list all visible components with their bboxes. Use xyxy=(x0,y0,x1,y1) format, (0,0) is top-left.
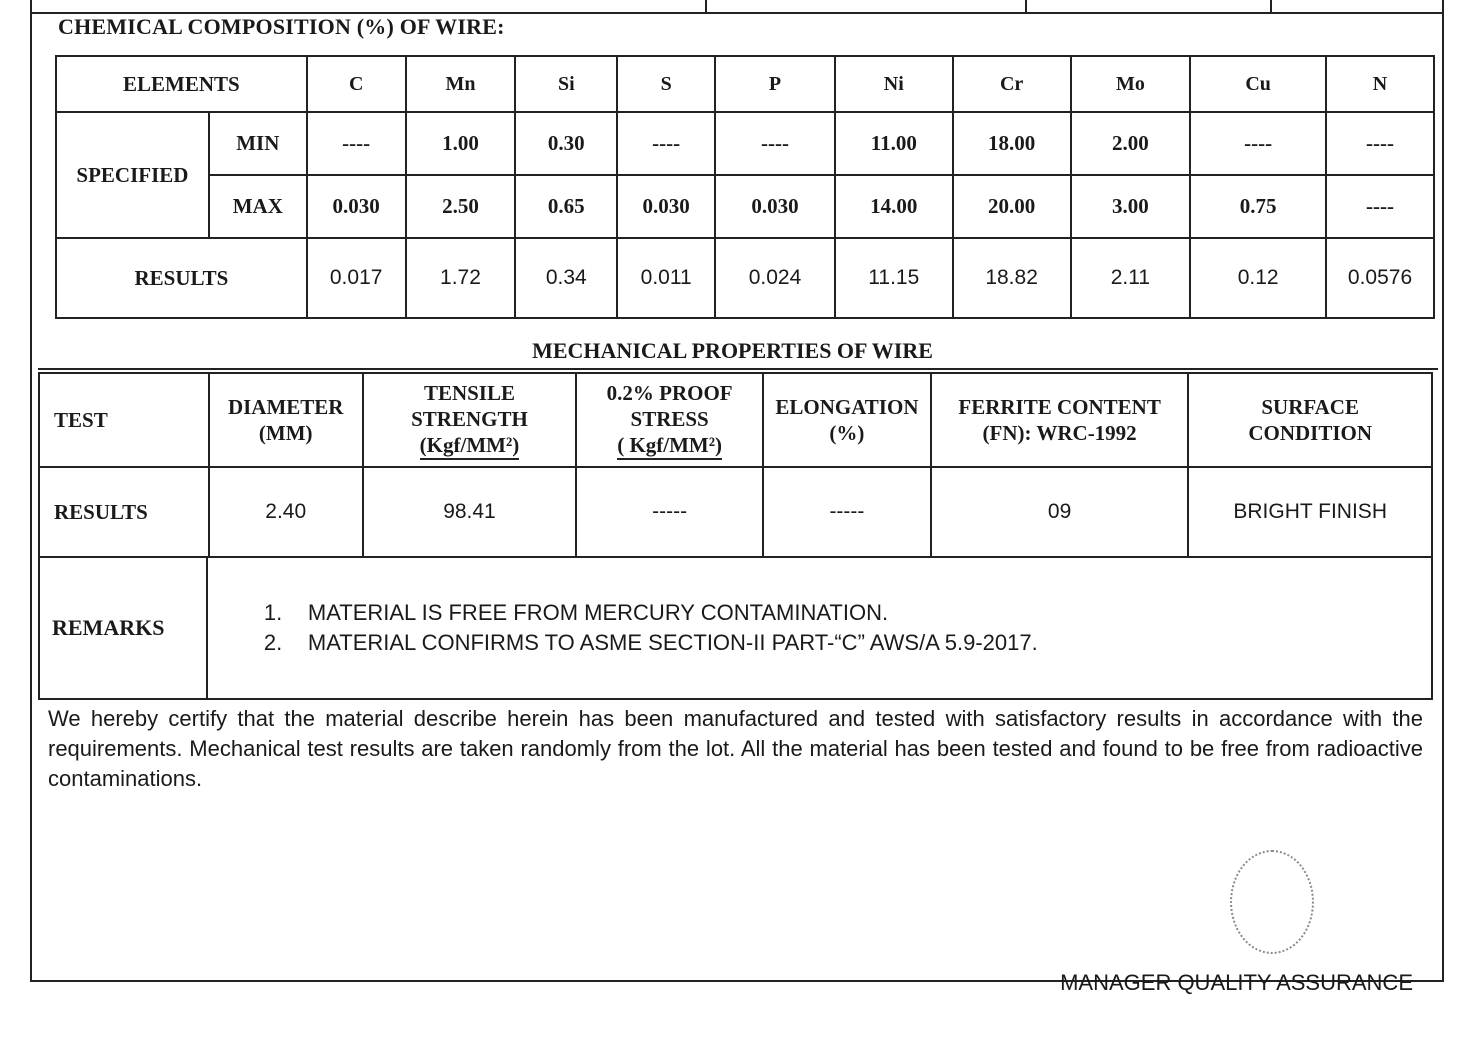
min-value: 11.00 xyxy=(835,112,953,175)
proof-stress-value: ----- xyxy=(576,467,763,557)
element-p: P xyxy=(715,56,835,112)
min-value: ---- xyxy=(715,112,835,175)
tensile-unit: (Kgf/MM²) xyxy=(420,432,520,460)
result-value: 0.017 xyxy=(307,238,406,318)
diameter-header xyxy=(209,373,363,467)
max-value: 14.00 xyxy=(835,175,953,238)
diameter-unit: (MM) xyxy=(258,421,313,445)
elongation-unit: (%) xyxy=(829,421,865,445)
diameter-header-line: DIAMETER xyxy=(227,394,344,419)
remark-text: MATERIAL IS FREE FROM MERCURY CONTAMINATION. xyxy=(307,600,889,625)
max-value: 0.030 xyxy=(617,175,715,238)
proof-header-line: 0.2% PROOF xyxy=(606,380,733,405)
result-value: 2.11 xyxy=(1071,238,1191,318)
element-s: S xyxy=(617,56,715,112)
surface-header-line: CONDITION xyxy=(1248,421,1373,445)
min-value: 2.00 xyxy=(1071,112,1191,175)
elongation-value: ----- xyxy=(763,467,931,557)
certification-statement: We hereby certify that the material describe herein has been manufactured and tested with satisfactory results in accordance with the requirements. Mechanical test results are taken randomly from the lot. All the material has been tested and found to be free from radioactive contaminations. xyxy=(48,706,1423,791)
remark-number: 1. xyxy=(263,600,283,625)
max-value: 3.00 xyxy=(1071,175,1191,238)
tensile-header xyxy=(363,373,577,467)
remark-item xyxy=(264,598,1431,628)
remarks-row xyxy=(39,557,1432,699)
max-value: 0.030 xyxy=(715,175,835,238)
mechanical-results-label: RESULTS xyxy=(39,467,209,557)
proof-stress-header xyxy=(576,373,763,467)
remark-item xyxy=(264,628,1431,658)
max-label: MAX xyxy=(209,175,307,238)
remark-number: 2. xyxy=(263,630,283,655)
max-value: 0.65 xyxy=(515,175,617,238)
ferrite-value: 09 xyxy=(931,467,1188,557)
ferrite-header-line: FERRITE CONTENT xyxy=(958,394,1161,419)
mechanical-results-row xyxy=(39,467,1432,557)
mechanical-header-row xyxy=(39,373,1432,467)
results-row xyxy=(56,238,1434,318)
ferrite-header xyxy=(931,373,1188,467)
elements-row xyxy=(56,56,1434,112)
test-label: TEST xyxy=(39,373,209,467)
element-mo: Mo xyxy=(1071,56,1191,112)
tensile-header-line: TENSILE xyxy=(423,380,515,405)
result-value: 11.15 xyxy=(835,238,953,318)
max-row xyxy=(56,175,1434,238)
result-value: 0.024 xyxy=(715,238,835,318)
remarks-label: REMARKS xyxy=(39,557,207,699)
mechanical-properties-title: MECHANICAL PROPERTIES OF WIRE xyxy=(532,338,933,363)
element-c: C xyxy=(307,56,406,112)
min-value: 0.30 xyxy=(515,112,617,175)
proof-header-line: STRESS xyxy=(630,406,709,431)
elements-label: ELEMENTS xyxy=(56,56,307,112)
max-value: 0.75 xyxy=(1190,175,1326,238)
result-value: 18.82 xyxy=(953,238,1071,318)
elongation-header-line: ELONGATION xyxy=(775,394,919,419)
min-label: MIN xyxy=(209,112,307,175)
element-cr: Cr xyxy=(953,56,1071,112)
result-value: 0.12 xyxy=(1190,238,1326,318)
specified-label: SPECIFIED xyxy=(56,112,209,238)
element-ni: Ni xyxy=(835,56,953,112)
surface-value: BRIGHT FINISH xyxy=(1188,467,1432,557)
ferrite-header-line: (FN): WRC-1992 xyxy=(982,421,1137,445)
company-seal-stamp xyxy=(1230,850,1314,954)
min-value: ---- xyxy=(1190,112,1326,175)
chemical-composition-table xyxy=(55,55,1435,319)
signatory-title: MANAGER QUALITY ASSURANCE xyxy=(1060,970,1413,995)
mechanical-properties-table xyxy=(38,372,1433,558)
min-row xyxy=(56,112,1434,175)
max-value: ---- xyxy=(1326,175,1434,238)
min-value: ---- xyxy=(307,112,406,175)
diameter-value: 2.40 xyxy=(209,467,363,557)
element-cu: Cu xyxy=(1190,56,1326,112)
max-value: 2.50 xyxy=(406,175,516,238)
top-table-remnant xyxy=(30,0,1442,14)
surface-header-line: SURFACE xyxy=(1261,394,1359,419)
elongation-header xyxy=(763,373,931,467)
max-value: 0.030 xyxy=(307,175,406,238)
tensile-header-line: STRENGTH xyxy=(411,406,528,431)
proof-unit: ( Kgf/MM²) xyxy=(617,432,722,460)
min-value: ---- xyxy=(1326,112,1434,175)
min-value: 18.00 xyxy=(953,112,1071,175)
chemical-composition-title: CHEMICAL COMPOSITION (%) OF WIRE: xyxy=(58,14,505,39)
min-value: 1.00 xyxy=(406,112,516,175)
element-mn: Mn xyxy=(406,56,516,112)
tensile-value: 98.41 xyxy=(363,467,577,557)
max-value: 20.00 xyxy=(953,175,1071,238)
result-value: 0.0576 xyxy=(1326,238,1434,318)
element-n: N xyxy=(1326,56,1434,112)
remarks-list xyxy=(207,557,1432,699)
remarks-table xyxy=(38,556,1433,700)
remark-text: MATERIAL CONFIRMS TO ASME SECTION-II PART-“C” AWS/A 5.9-2017. xyxy=(307,630,1038,655)
result-value: 0.34 xyxy=(515,238,617,318)
result-value: 0.011 xyxy=(617,238,715,318)
result-value: 1.72 xyxy=(406,238,516,318)
surface-header xyxy=(1188,373,1432,467)
element-si: Si xyxy=(515,56,617,112)
section-divider xyxy=(38,368,1438,370)
min-value: ---- xyxy=(617,112,715,175)
results-label: RESULTS xyxy=(56,238,307,318)
